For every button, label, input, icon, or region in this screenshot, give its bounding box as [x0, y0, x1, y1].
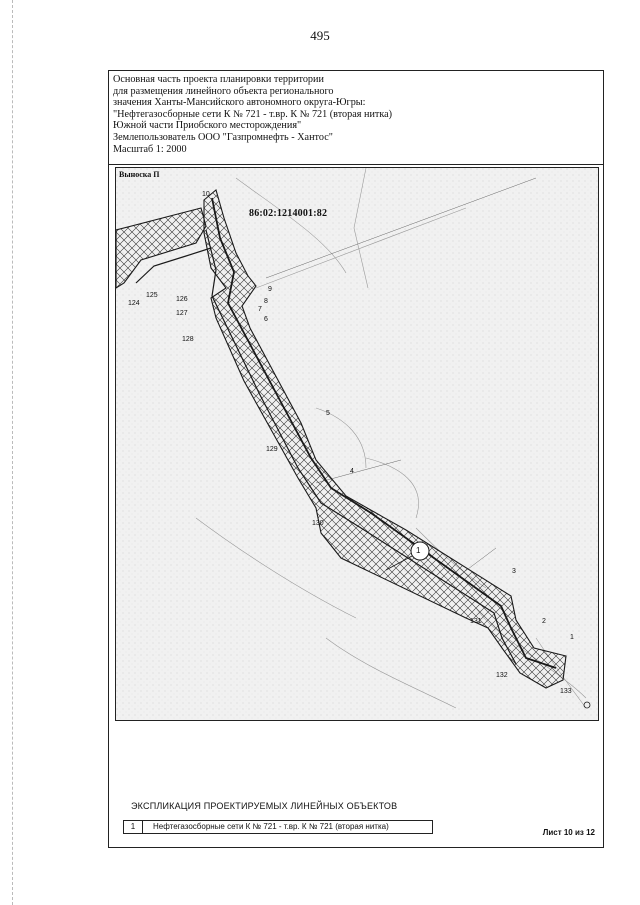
point-131: 131 [470, 618, 482, 625]
legend-title: ЭКСПЛИКАЦИЯ ПРОЕКТИРУЕМЫХ ЛИНЕЙНЫХ ОБЪЕКТОВ [131, 801, 398, 811]
object-marker-number: 1 [416, 546, 421, 555]
page-number: 495 [310, 28, 330, 43]
point-10: 10 [202, 191, 210, 198]
title-line-5: Южной части Приобского месторождения" [113, 120, 302, 132]
inset-label: Выноска П [119, 170, 160, 179]
point-133: 133 [560, 688, 572, 695]
point-126: 126 [176, 296, 188, 303]
margin-guide-line [12, 0, 13, 905]
sheet-label: Лист 10 из 12 [542, 828, 595, 837]
map-inset [115, 167, 599, 721]
point-9: 9 [268, 286, 272, 293]
point-6: 6 [264, 316, 268, 323]
map-drawing [116, 168, 599, 721]
point-128: 128 [182, 336, 194, 343]
drawing-frame [108, 70, 604, 848]
title-line-6: Землепользователь ООО "Газпромнефть - Хантос" [113, 131, 333, 143]
point-132: 132 [496, 672, 508, 679]
point-129: 129 [266, 446, 278, 453]
point-125: 125 [146, 292, 158, 299]
scale-line: Масштаб 1: 2000 [113, 143, 187, 155]
legend-item-number: 1 [124, 821, 143, 833]
cadastral-number: 86:02:1214001:82 [249, 208, 328, 219]
title-block [109, 71, 603, 165]
point-3: 3 [512, 568, 516, 575]
point-5: 5 [326, 410, 330, 417]
point-2: 2 [542, 618, 546, 625]
legend-row [123, 820, 433, 834]
point-127: 127 [176, 310, 188, 317]
title-line-4: "Нефтегазосборные сети К № 721 - т.вр. К № 721 (вторая нитка) [113, 108, 393, 120]
point-8: 8 [264, 298, 268, 305]
point-130: 130 [312, 520, 324, 527]
point-4: 4 [350, 468, 354, 475]
point-7: 7 [258, 306, 262, 313]
title-line-1: Основная часть проекта планировки территории [113, 74, 324, 85]
legend-item-name: Нефтегазосборные сети К № 721 - т.вр. К № 721 (вторая нитка) [153, 822, 389, 831]
point-124: 124 [128, 300, 140, 307]
title-line-2: для размещения линейного объекта регионального [113, 85, 334, 97]
title-line-3: значения Ханты-Мансийского автономного округа-Югры: [113, 97, 366, 109]
point-1: 1 [570, 634, 574, 641]
